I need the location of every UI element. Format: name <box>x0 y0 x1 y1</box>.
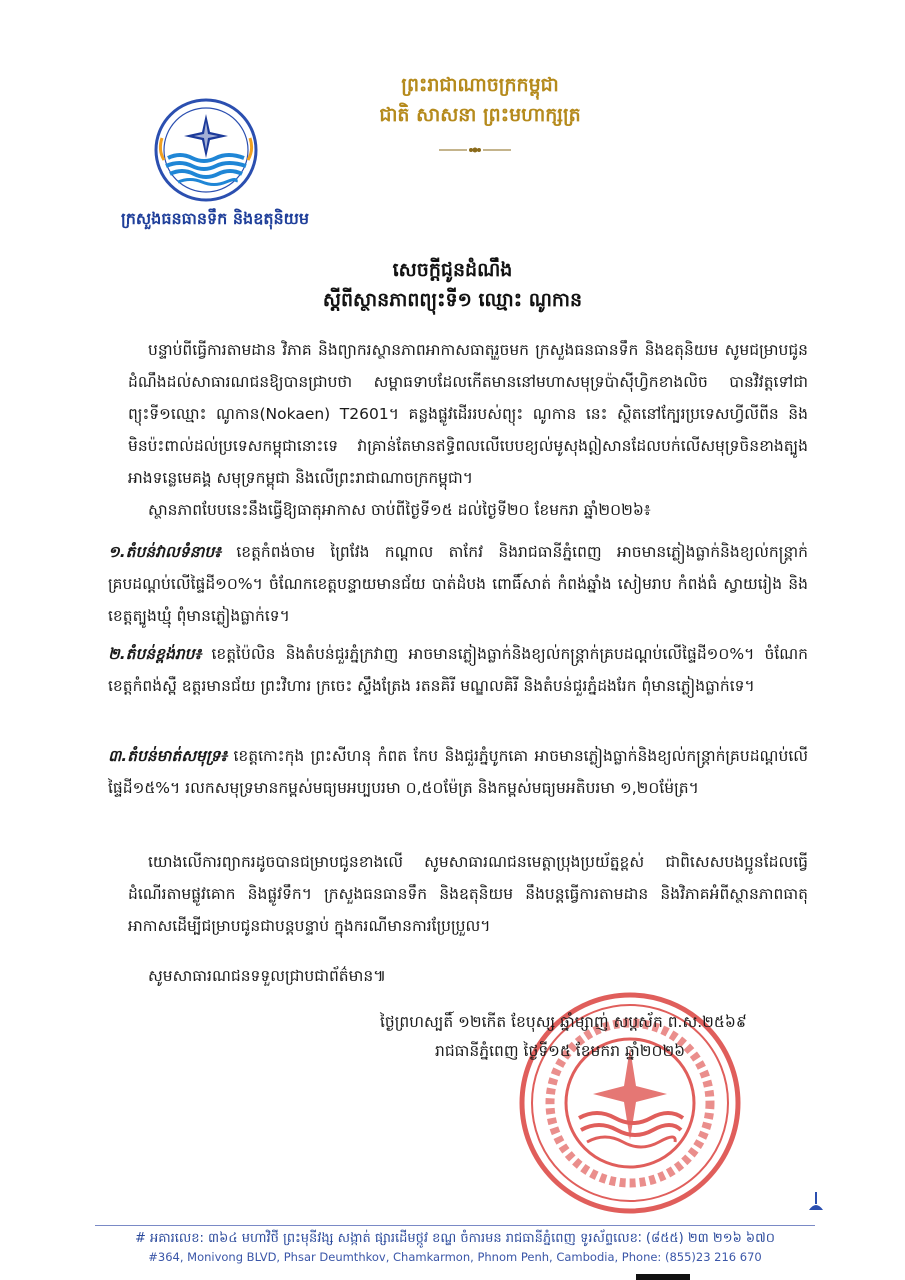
region-plateau-text: ខេត្តប៉ៃលិន និងតំបន់ជួរភ្នំក្រវាញ អាចមានភ្លៀងធ្លាក់និងខ្យល់កន្ត្រាក់គ្របដណ្តប់លើផ្ទៃដី១០%។ ចំណែកខេត្តកំពង់ស្ពឺ ឧត្តរមានជ័យ ព្រះវិហារ ក្រចេះ ស្ទឹងត្រែង រតនគិរី មណ្ឌលគិរី និងតំបន់ជួរភ្នំដងរែក ពុំមានភ្លៀងធ្លាក់ទេ។ <box>108 645 808 695</box>
footer-address-en: #364, Monivong BLVD, Phsar Deumthkov, Chamkarmon, Phnom Penh, Cambodia, Phone: (855)23 216 670 <box>148 1250 762 1264</box>
lunar-date: ថ្ងៃព្រហស្បតិ៍ ១២កើត ខែបុស្ស ឆ្នាំម្សាញ់ សប្តស័ក ព.ស.២៥៦៩ <box>380 1013 747 1031</box>
region-lowland-title: ១.តំបន់វាលទំនាប៖ <box>108 543 221 561</box>
ministry-logo-icon <box>150 98 262 202</box>
footer-address-km: # អគារលេខ: ៣៦៤ មហាវិថី ព្រះមុនីវង្ស សង្កាត់ ផ្សារដើមថ្កូវ ខណ្ឌ ចំការមន រាជធានីភ្នំពេញ ទូរស័ព្ទលេខៈ (៨៥៥) ២៣ ២១៦ ៦៧០ <box>135 1231 775 1246</box>
decorative-divider-icon <box>437 143 513 157</box>
corner-mark-icon <box>806 1190 826 1214</box>
region-plateau <box>108 638 808 702</box>
closing-line: សូមសាធារណជនទទួលជ្រាបជាព័ត៌មាន៕ <box>148 967 387 985</box>
advice-paragraph: យោងលើការព្យាករដូចបានជម្រាបជូនខាងលើ សូមសាធារណជនមេត្តាប្រុងប្រយ័ត្នខ្ពស់ ជាពិសេសបងប្អូនដែលធ្វើដំណើរតាមផ្លូវគោក និងផ្លូវទឹក។ ក្រសួងធនធានទឹក និងឧតុនិយម នឹងបន្តធ្វើការតាមដាន និងវិភាគអំពីស្ថានភាពធាតុអាកាសដើម្បីជម្រាបជូនជាបន្តបន្ទាប់ ក្នុងករណីមានការប្រែប្រួល។ <box>128 853 808 935</box>
nation-religion-king: ជាតិ សាសនា ព្រះមហាក្សត្រ <box>379 104 581 126</box>
national-motto <box>330 70 630 130</box>
footer-divider <box>95 1225 815 1226</box>
notice-subject: ស្តីពីស្ថានភាពព្យុះទី១ ឈ្មោះ ណូកាន <box>322 289 583 311</box>
kingdom-title: ព្រះរាជាណាចក្រកម្ពុជា <box>401 74 559 96</box>
region-plateau-title: ២.តំបន់ខ្ពង់រាប៖ <box>108 645 202 663</box>
region-lowland <box>108 536 808 632</box>
notice-title: សេចក្តីជូនដំណឹង <box>392 259 513 281</box>
intro-paragraph: បន្ទាប់ពីធ្វើការតាមដាន វិភាគ និងព្យាករស្ថានភាពអាកាសធាតុរួចមក ក្រសួងធនធានទឹក និងឧតុនិយម សូមជម្រាបជូនដំណឹងដល់សាធារណជនឱ្យបានជ្រាបថា សម្ពាធទាបដែលកើតមាននៅមហាសមុទ្រប៉ាស៊ីហ្វិកខាងលិច បានវិវត្តទៅជាព្យុះទី១ឈ្មោះ ណូកាន(Nokaen) T2601។ គន្លងផ្លូវដើររបស់ព្យុះ ណូកាន នេះ ស្ថិតនៅក្បែរប្រទេសហ្វីលីពីន និងមិនប៉ះពាល់ដល់ប្រទេសកម្ពុជានោះទេ វាគ្រាន់តែមានឥទ្ធិពលលើបេបខ្យល់មូសុងឦសានដែលបក់លើសមុទ្រចិនខាងត្បូង អាងទន្លេមេគង្គ សមុទ្រកម្ពុជា និងលើព្រះរាជាណាចក្រកម្ពុជា។ <box>128 341 808 487</box>
ministry-name: ក្រសួងធនធានទឹក និងឧតុនិយម <box>121 209 310 228</box>
period-paragraph: ស្ថានភាពបែបនេះនឹងធ្វើឱ្យធាតុអាកាស ចាប់ពីថ្ងៃទី១៥ ដល់ថ្ងៃទី២០ ខែមករា ឆ្នាំ២០២៦៖ <box>148 501 651 519</box>
region-coastal-title: ៣.តំបន់មាត់សមុទ្រ៖ <box>108 747 228 765</box>
scan-edge-mark <box>636 1274 690 1280</box>
region-coastal-text: ខេត្តកោះកុង ព្រះសីហនុ កំពត កែប និងជួរភ្នំបូកគោ អាចមានភ្លៀងធ្លាក់និងខ្យល់កន្ត្រាក់គ្របដណ្តប់លើផ្ទៃដី១៥%។ រលកសមុទ្រមានកម្ពស់មធ្យមអប្បបរមា ០,៥០ម៉ែត្រ និងកម្ពស់មធ្យមអតិបរមា ១,២០ម៉ែត្រ។ <box>108 747 808 797</box>
solar-date: រាជធានីភ្នំពេញ ថ្ងៃទី១៥ ខែមករា ឆ្នាំ២០២៦ <box>435 1042 686 1060</box>
region-lowland-text: ខេត្តកំពង់ចាម ព្រៃវែង កណ្តាល តាកែវ និងរាជធានីភ្នំពេញ អាចមានភ្លៀងធ្លាក់និងខ្យល់កន្ត្រាក់គ្របដណ្តប់លើផ្ទៃដី១០%។ ចំណែកខេត្តបន្ទាយមានជ័យ បាត់ដំបង ពោធិ៍សាត់ កំពង់ឆ្នាំង សៀមរាប កំពង់ធំ ស្វាយរៀង និងខេត្តត្បូងឃ្មុំ ពុំមានភ្លៀងធ្លាក់ទេ។ <box>108 543 808 625</box>
region-coastal <box>108 740 808 804</box>
